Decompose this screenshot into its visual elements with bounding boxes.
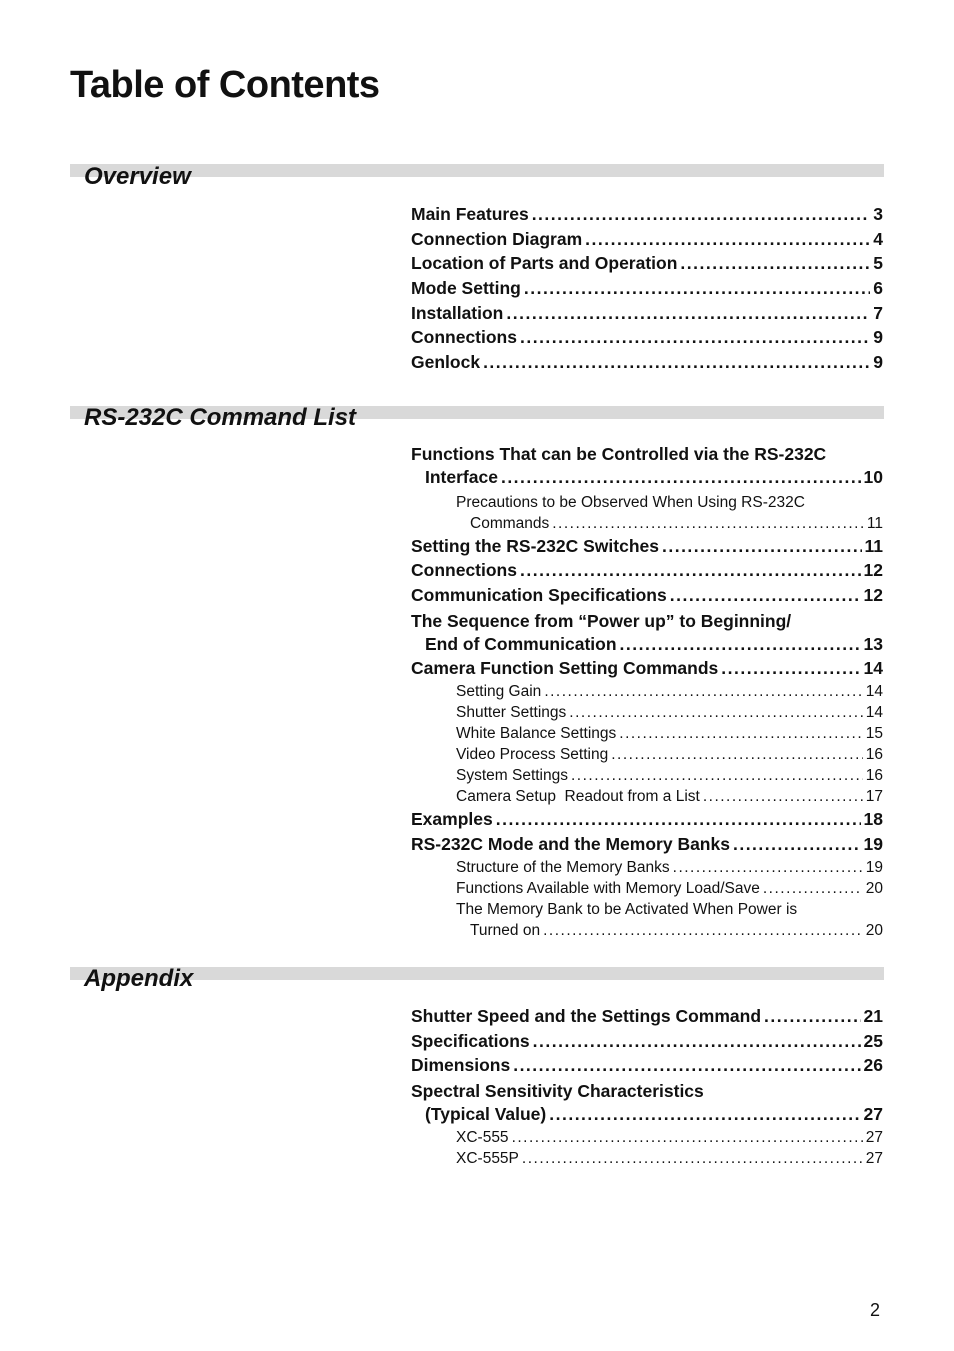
toc-entry-label: Camera Setup Readout from a List [456, 788, 700, 806]
dot-leader [585, 227, 870, 252]
toc-entry-label: Structure of the Memory Banks [456, 858, 670, 876]
toc-entry[interactable] [411, 301, 883, 326]
toc-subentry[interactable] [411, 1148, 883, 1169]
toc-entry-page: 20 [865, 879, 883, 897]
toc-entry[interactable] [411, 1004, 883, 1029]
toc-entry-page: 14 [863, 658, 883, 679]
dot-leader [764, 1004, 860, 1029]
dot-leader [496, 807, 861, 832]
toc-entry-page: 14 [865, 683, 883, 701]
toc-entry-page: 9 [873, 327, 883, 348]
toc-entry-page: 15 [865, 725, 883, 743]
toc-entry-page: 27 [865, 1149, 883, 1167]
toc-entry-label: Shutter Settings [456, 704, 567, 722]
dot-leader [522, 1148, 863, 1169]
dot-leader [532, 202, 871, 227]
toc-entry-label: Main Features [411, 204, 529, 224]
toc-entry-page: 27 [863, 1104, 883, 1125]
toc-entry-label: Installation [411, 302, 504, 323]
dot-leader [611, 744, 863, 765]
toc-entry-page: 18 [863, 809, 883, 830]
toc-entry-label: Interface [425, 467, 498, 487]
toc-entry-page: 7 [873, 302, 883, 323]
toc-subentry[interactable] [411, 744, 883, 765]
toc-entry-label: XC-555P [456, 1149, 519, 1167]
toc-entry-label: Dimensions [411, 1055, 511, 1076]
toc-entry-label: Genlock [411, 352, 481, 373]
dot-leader [662, 534, 862, 559]
toc-entry-label: Connections [411, 560, 517, 581]
toc-entry-label: Location of Parts and Operation [411, 253, 678, 274]
section-title-rs232c: RS-232C Command List [84, 404, 357, 431]
dot-leader [620, 632, 861, 657]
toc-entry-page: 26 [863, 1055, 883, 1076]
toc-entry[interactable] [411, 1053, 883, 1078]
toc-entry[interactable] [411, 1029, 883, 1054]
toc-entry-page: 12 [863, 585, 883, 606]
toc-entry-first-line[interactable]: Spectral Sensitivity Characteristics [411, 1081, 704, 1102]
toc-entry-page: 11 [866, 514, 883, 532]
dot-leader [733, 832, 861, 857]
toc-entry[interactable] [411, 558, 883, 583]
toc-subentry[interactable] [411, 857, 883, 878]
section-title-overview: Overview [84, 163, 191, 190]
toc-entry-page: 5 [873, 253, 883, 274]
toc-subentry[interactable] [411, 878, 883, 899]
toc-subentry-first-line[interactable]: Precautions to be Observed When Using RS-232C [456, 493, 805, 511]
toc-entry[interactable] [411, 227, 883, 252]
toc-entry[interactable] [411, 325, 883, 350]
dot-leader [673, 857, 863, 878]
toc-entry-page: 12 [863, 560, 883, 581]
toc-entry[interactable] [411, 583, 883, 608]
dot-leader [619, 723, 862, 744]
toc-entry-page: 11 [864, 535, 883, 556]
toc-subentry[interactable] [411, 681, 883, 702]
toc-entry-page: 27 [865, 1128, 883, 1146]
toc-subentry-first-line[interactable]: The Memory Bank to be Activated When Power is [456, 900, 798, 918]
toc-entry-label: Turned on [470, 921, 541, 939]
toc-entry-label: Camera Function Setting Commands [411, 658, 719, 679]
toc-entry-label: Specifications [411, 1030, 530, 1051]
toc-entry-page: 16 [865, 746, 883, 764]
toc-entry-page: 3 [873, 204, 883, 224]
toc-entry-label: Setting Gain [456, 683, 542, 701]
dot-leader [763, 878, 863, 899]
toc-entry-first-line[interactable]: The Sequence from “Power up” to Beginning/ [411, 610, 792, 631]
toc-entry-label: Mode Setting [411, 278, 521, 299]
toc-entry-page: 13 [863, 633, 883, 654]
toc-entry-page: 25 [863, 1030, 883, 1051]
dot-leader [520, 558, 861, 583]
toc-list-appendix [411, 1004, 883, 1169]
toc-entry-label: RS-232C Mode and the Memory Banks [411, 833, 730, 854]
toc-entry[interactable] [411, 251, 883, 276]
dot-leader [543, 920, 863, 941]
dot-leader [569, 702, 862, 723]
toc-list-rs232c [411, 443, 883, 941]
toc-entry-label: (Typical Value) [425, 1104, 547, 1125]
toc-entry[interactable] [411, 632, 883, 657]
toc-subentry[interactable] [411, 1127, 883, 1148]
toc-entry-label: Commands [470, 514, 550, 532]
dot-leader [506, 301, 870, 326]
dot-leader [670, 583, 861, 608]
toc-entry[interactable] [411, 534, 883, 559]
toc-entry-page: 4 [873, 228, 883, 249]
toc-entry[interactable] [411, 350, 883, 375]
toc-entry-page: 21 [863, 1006, 883, 1026]
toc-entry-label: Video Process Setting [456, 746, 609, 764]
toc-entry-label: XC-555 [456, 1128, 509, 1146]
dot-leader [549, 1102, 860, 1127]
section-bar-overview [70, 164, 884, 177]
toc-entry-page: 10 [863, 467, 883, 487]
toc-entry[interactable] [411, 465, 883, 490]
toc-entry-label: Communication Specifications [411, 585, 667, 606]
toc-list-overview [411, 202, 883, 375]
dot-leader [513, 1053, 860, 1078]
toc-entry-label: System Settings [456, 767, 568, 785]
toc-entry-label: Setting the RS-232C Switches [411, 535, 659, 556]
toc-entry-page: 20 [865, 921, 883, 939]
toc-entry-label: End of Communication [425, 633, 617, 654]
toc-subentry[interactable] [411, 765, 883, 786]
toc-entry-label: White Balance Settings [456, 725, 617, 743]
toc-entry-page: 16 [865, 767, 883, 785]
dot-leader [524, 276, 870, 301]
toc-entry-first-line[interactable]: Functions That can be Controlled via the RS-232C [411, 444, 827, 464]
toc-entry-page: 19 [865, 858, 883, 876]
toc-entry[interactable] [411, 832, 883, 857]
toc-subentry[interactable] [411, 513, 883, 534]
toc-entry-page: 9 [873, 352, 883, 373]
toc-entry[interactable] [411, 202, 883, 227]
dot-leader [680, 251, 870, 276]
toc-entry[interactable] [411, 276, 883, 301]
dot-leader [533, 1029, 861, 1054]
dot-leader [703, 786, 863, 807]
toc-entry[interactable] [411, 1102, 883, 1127]
dot-leader [520, 325, 870, 350]
toc-entry-page: 19 [863, 833, 883, 854]
toc-subentry[interactable] [411, 723, 883, 744]
toc-entry-label: Connections [411, 327, 517, 348]
toc-subentry[interactable] [411, 702, 883, 723]
section-title-appendix: Appendix [84, 965, 194, 992]
toc-entry-label: Shutter Speed and the Settings Command [411, 1006, 762, 1026]
toc-entry-page: 17 [865, 788, 883, 806]
dot-leader [512, 1127, 863, 1148]
dot-leader [721, 656, 860, 681]
toc-entry-label: Connection Diagram [411, 228, 583, 249]
dot-leader [483, 350, 870, 375]
dot-leader [544, 681, 862, 702]
toc-entry-page: 14 [865, 704, 883, 722]
page-title: Table of Contents [70, 64, 380, 106]
dot-leader [552, 513, 864, 534]
dot-leader [571, 765, 863, 786]
toc-entry[interactable] [411, 807, 883, 832]
toc-entry-label: Examples [411, 809, 493, 830]
toc-subentry[interactable] [411, 786, 883, 807]
toc-entry-page: 6 [873, 278, 883, 299]
toc-subentry[interactable] [411, 920, 883, 941]
dot-leader [501, 465, 861, 490]
page-number: 2 [870, 1300, 881, 1320]
toc-entry[interactable] [411, 656, 883, 681]
toc-entry-label: Functions Available with Memory Load/Save [456, 879, 760, 897]
